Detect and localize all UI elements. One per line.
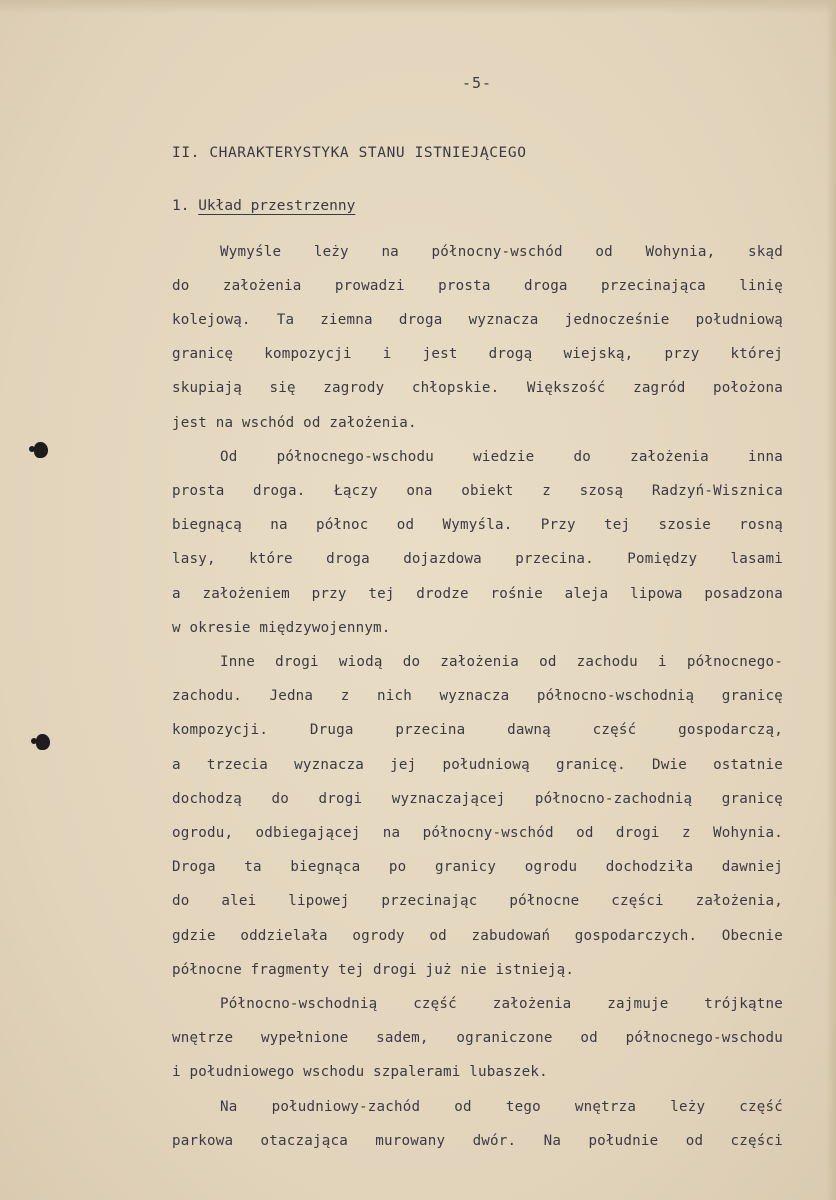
subsection-heading [172, 198, 355, 214]
paragraph-line: wnętrze wypełnione sadem, ograniczone od północnego-wschodu [172, 1030, 783, 1046]
paragraph-line: i południowego wschodu szpalerami lubaszek. [172, 1064, 548, 1080]
punch-hole [34, 442, 48, 458]
subsection-number: 1. [172, 198, 190, 214]
paragraph-line: Inne drogi wiodą do założenia od zachodu i północnego- [220, 654, 783, 670]
page-number: -5- [462, 74, 493, 92]
paragraph-line: w okresie międzywojennym. [172, 620, 391, 636]
paragraph-line: Droga ta biegnąca po granicy ogrodu dochodziła dawniej [172, 859, 783, 875]
paragraph-line: Wymyśle leży na północny-wschód od Wohynia, skąd [220, 244, 783, 260]
paragraph-line: a trzecia wyznacza jej południową granicę. Dwie ostatnie [172, 757, 783, 773]
paragraph-line: a założeniem przy tej drodze rośnie aleja lipowa posadzona [172, 586, 783, 602]
paragraph-line: biegnącą na północ od Wymyśla. Przy tej szosie rosną [172, 517, 783, 533]
paragraph-line: parkowa otaczająca murowany dwór. Na południe od części [172, 1133, 783, 1149]
punch-hole [36, 734, 50, 750]
paragraph-line: kolejową. Ta ziemna droga wyznacza jednocześnie południową [172, 312, 783, 328]
paragraph-line: gdzie oddzielała ogrody od zabudowań gospodarczych. Obecnie [172, 928, 783, 944]
paragraph-line: dochodzą do drogi wyznaczającej północno-zachodnią granicę [172, 791, 783, 807]
paragraph-line: Od północnego-wschodu wiedzie do założenia inna [220, 449, 783, 465]
paragraph-line: jest na wschód od założenia. [172, 415, 417, 431]
paragraph-line: skupiają się zagrody chłopskie. Większość zagród położona [172, 380, 783, 396]
paragraph-line: granicę kompozycji i jest drogą wiejską, przy której [172, 346, 783, 362]
paragraph-line: kompozycji. Druga przecina dawną część gospodarczą, [172, 722, 783, 738]
paragraph-line: Na południowy-zachód od tego wnętrza leży część [220, 1099, 783, 1115]
paragraph-line: północne fragmenty tej drogi już nie istnieją. [172, 962, 575, 978]
subsection-title: Układ przestrzenny [198, 198, 356, 214]
paragraph-line: prosta droga. Łączy ona obiekt z szosą Radzyń-Wisznica [172, 483, 783, 499]
paragraph-line: zachodu. Jedna z nich wyznacza północno-wschodnią granicę [172, 688, 783, 704]
section-heading: II. CHARAKTERYSTYKA STANU ISTNIEJĄCEGO [172, 145, 527, 161]
paragraph-line: do alei lipowej przecinając północne części założenia, [172, 893, 783, 909]
page-edge-shadow [826, 0, 836, 1200]
page-edge-shadow [0, 0, 836, 14]
paragraph-line: do założenia prowadzi prosta droga przecinająca linię [172, 278, 783, 294]
paragraph-line: Północno-wschodnią część założenia zajmuje trójkątne [220, 996, 783, 1012]
paragraph-line: lasy, które droga dojazdowa przecina. Pomiędzy lasami [172, 551, 783, 567]
paragraph-line: ogrodu, odbiegającej na północny-wschód od drogi z Wohynia. [172, 825, 783, 841]
